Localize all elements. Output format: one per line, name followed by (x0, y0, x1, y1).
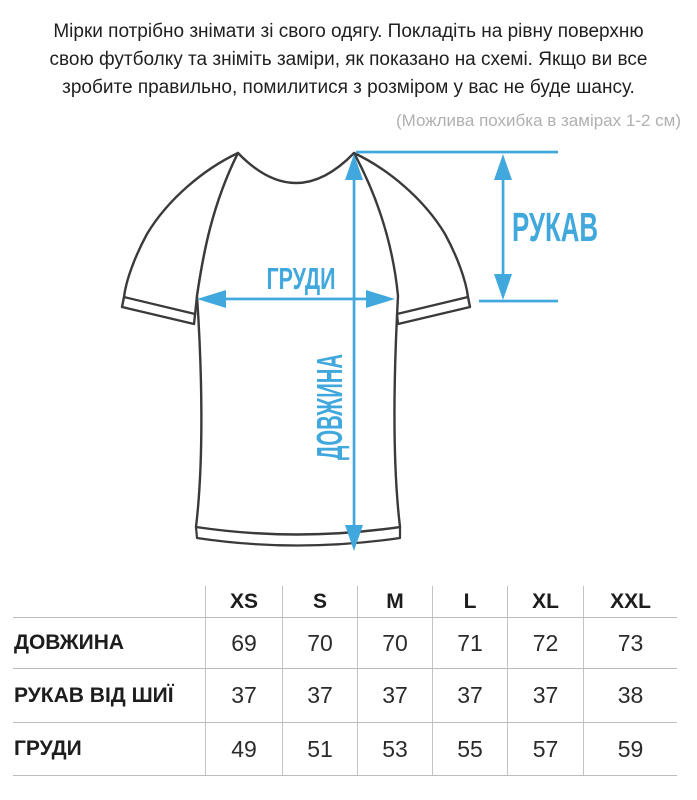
row-label-chest: ГРУДИ (14, 737, 82, 760)
table-row-chest (13, 723, 677, 776)
row-label-length: ДОВЖИНА (14, 631, 125, 654)
length-xxl: 73 (583, 618, 677, 668)
chest-label: ГРУДИ (266, 261, 336, 296)
header-empty-cell (13, 586, 205, 617)
chest-xxl: 59 (583, 723, 677, 775)
size-col-header-xs: XS (205, 586, 282, 617)
sleeve-s: 37 (282, 669, 357, 722)
chest-s: 51 (282, 723, 357, 775)
size-table-header-row (13, 586, 677, 618)
tshirt-body (196, 153, 400, 535)
intro-line-3: зробите правильно, помилитися з розміром у вас не буде шансу. (62, 77, 635, 98)
sleeve-xs: 37 (205, 669, 282, 722)
intro-line-1: Мірки потрібно знімати зі свого одягу. Покладіть на рівну поверхню (53, 21, 644, 42)
sleeve-bottom-ref-line (479, 300, 558, 303)
sleeve-top-ref-line (356, 151, 558, 154)
chest-xs: 49 (205, 723, 282, 775)
size-table (13, 586, 677, 776)
sleeve-l: 37 (432, 669, 507, 722)
intro-line-2: свою футболку та зніміть заміри, як показано на схемі. Якщо ви все (49, 49, 648, 70)
size-col-header-s: S (282, 586, 357, 617)
table-row-length (13, 618, 677, 669)
sleeve-arrow (494, 154, 512, 300)
length-xl: 72 (507, 618, 583, 668)
length-s: 70 (282, 618, 357, 668)
length-xs: 69 (205, 618, 282, 668)
size-col-header-m: M (357, 586, 432, 617)
sleeve-label: РУКАВ (512, 204, 598, 250)
chest-xl: 57 (507, 723, 583, 775)
size-col-header-l: L (432, 586, 507, 617)
length-label: ДОВЖИНА (309, 271, 350, 460)
row-label-sleeve: РУКАВ ВІД ШИЇ (14, 683, 174, 707)
size-col-header-xxl: XXL (583, 586, 677, 617)
sleeve-m: 37 (357, 669, 432, 722)
length-l: 71 (432, 618, 507, 668)
length-m: 70 (357, 618, 432, 668)
size-col-header-xl: XL (507, 586, 583, 617)
sleeve-xxl: 38 (583, 669, 677, 722)
sleeve-xl: 37 (507, 669, 583, 722)
tolerance-note: (Можлива похибка в замірах 1-2 см) (395, 111, 681, 130)
chest-l: 55 (432, 723, 507, 775)
chest-m: 53 (357, 723, 432, 775)
table-row-sleeve (13, 669, 677, 723)
